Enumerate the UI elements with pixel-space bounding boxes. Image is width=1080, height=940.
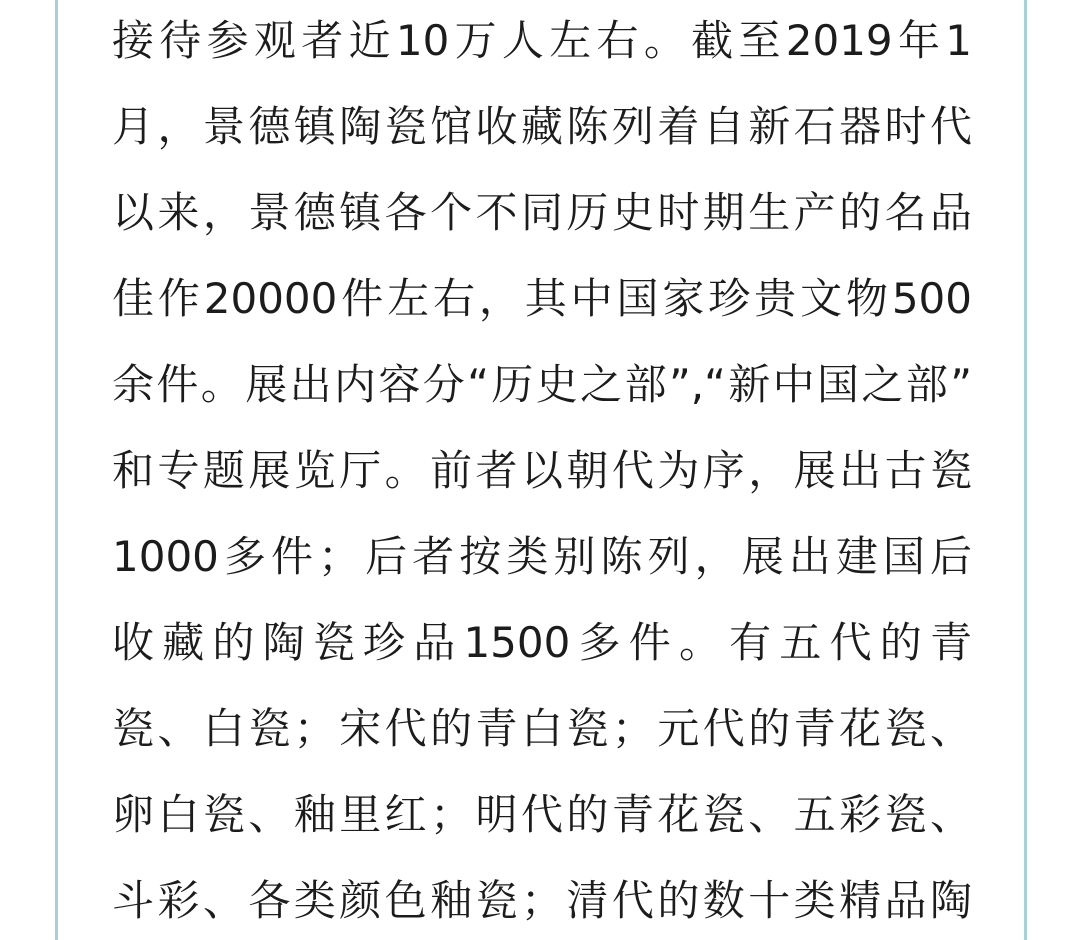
article-line-9: 瓷、白瓷；宋代的青白瓷；元代的青花瓷、: [112, 704, 972, 753]
article-line-1: 接待参观者近10万人左右。截至2019年1: [112, 16, 972, 65]
article-line-5: 余件。展出内容分“历史之部”,“新中国之部”: [112, 360, 972, 409]
article-line-8: 收藏的陶瓷珍品1500多件。有五代的青: [112, 618, 972, 667]
article-line-6: 和专题展览厅。前者以朝代为序，展出古瓷: [112, 446, 972, 495]
article-line-11: 斗彩、各类颜色釉瓷；清代的数十类精品陶: [112, 876, 972, 925]
article-line-3: 以来，景德镇各个不同历史时期生产的名品: [112, 188, 972, 237]
right-border-line: [1024, 0, 1027, 940]
article-line-10: 卵白瓷、釉里红；明代的青花瓷、五彩瓷、: [112, 790, 972, 839]
article-line-7: 1000多件；后者按类别陈列，展出建国后: [112, 532, 972, 581]
article-line-2: 月，景德镇陶瓷馆收藏陈列着自新石器时代: [112, 102, 972, 151]
article-line-4: 佳作20000件左右，其中国家珍贵文物500: [112, 274, 972, 323]
article-body: [112, 0, 972, 940]
left-border-line: [55, 0, 58, 940]
